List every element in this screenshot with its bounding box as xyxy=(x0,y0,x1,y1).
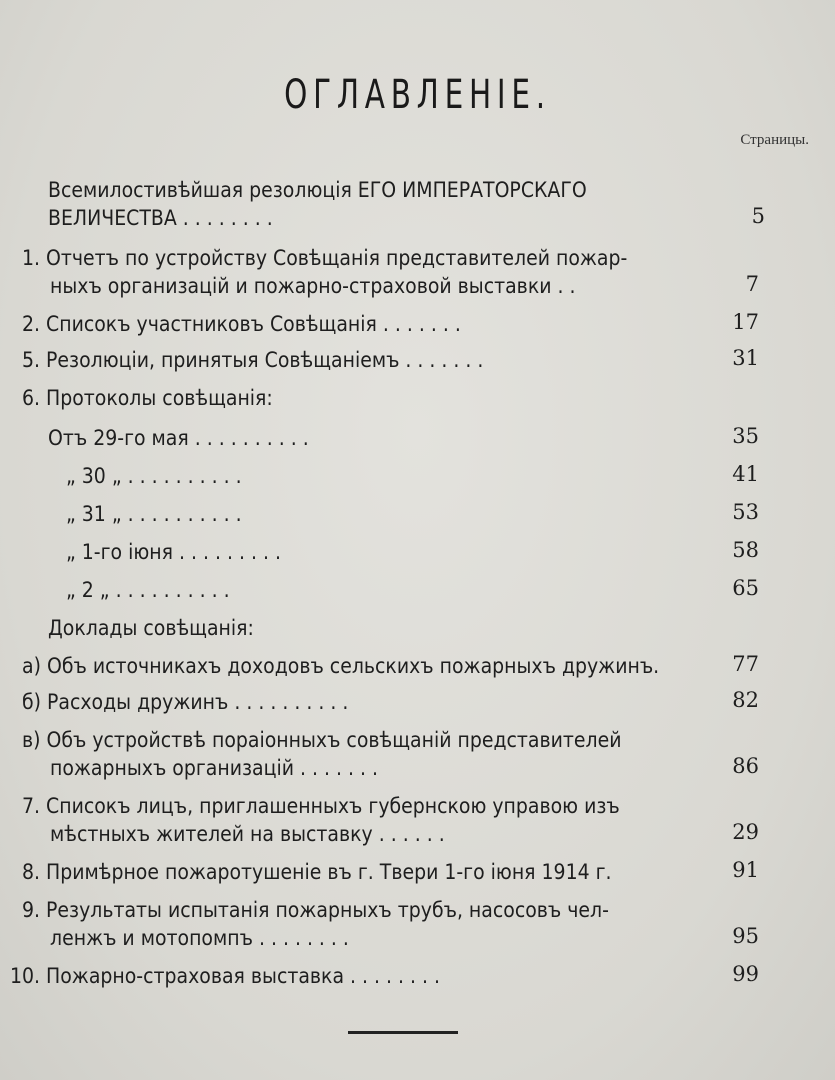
toc-page-number: 82 xyxy=(732,688,759,712)
page-title: ОГЛАВЛЕНІЕ. xyxy=(284,72,551,118)
toc-entry-text: 8. Примѣрное пожаротушеніе въ г. Твери 1-го іюня 1914 г. xyxy=(22,860,612,884)
toc-page-number: 58 xyxy=(732,538,759,562)
toc-entry-text: „ 1-го іюня . . . . . . . . . xyxy=(66,540,281,564)
toc-page-number: 99 xyxy=(732,962,759,986)
closing-rule xyxy=(348,1031,458,1034)
toc-entry-text-cont: пожарныхъ организацій . . . . . . . xyxy=(50,756,378,780)
toc-page-number: 35 xyxy=(732,424,759,448)
toc-entry-text: 7. Списокъ лицъ, приглашенныхъ губернскою управою изъ xyxy=(22,794,620,818)
toc-entry-text: „ 2 „ . . . . . . . . . . xyxy=(66,578,230,602)
toc-page-number: 29 xyxy=(732,820,759,844)
toc-entry-text: 9. Результаты испытанія пожарныхъ трубъ, насосовъ чел- xyxy=(22,898,609,922)
toc-page-number: 41 xyxy=(732,462,759,486)
toc-page-number: 5 xyxy=(751,204,765,228)
toc-page-number: 95 xyxy=(732,924,759,948)
toc-entry-text: б) Расходы дружинъ . . . . . . . . . . xyxy=(22,690,349,714)
toc-page-number: 77 xyxy=(732,652,759,676)
toc-entry-text: 10. Пожарно-страховая выставка . . . . . . . . xyxy=(10,964,441,988)
toc-entry-text: 5. Резолюціи, принятыя Совѣщаніемъ . . . . . . . xyxy=(22,348,484,372)
toc-page-number: 53 xyxy=(732,500,759,524)
toc-entry-text: Всемилостивѣйшая резолюція ЕГО ИМПЕРАТОРСКАГО xyxy=(48,178,587,202)
toc-page-number: 31 xyxy=(732,346,759,370)
pages-column-label: Страницы. xyxy=(740,132,809,148)
toc-entry-text: в) Объ устройствѣ пораіонныхъ совѣщаній представителей xyxy=(22,728,622,752)
toc-page-number: 86 xyxy=(732,754,759,778)
toc-entry-text-cont: мѣстныхъ жителей на выставку . . . . . . xyxy=(50,822,445,846)
toc-page-number: 17 xyxy=(732,310,759,334)
toc-entry-text-cont: ныхъ организацій и пожарно-страховой выставки . . xyxy=(50,274,576,298)
toc-entry-text: „ 31 „ . . . . . . . . . . xyxy=(66,502,242,526)
toc-entry-text: 2. Списокъ участниковъ Совѣщанія . . . . . . . xyxy=(22,312,461,336)
toc-entry-text: „ 30 „ . . . . . . . . . . xyxy=(66,464,242,488)
toc-page-number: 7 xyxy=(745,272,759,296)
toc-page-number: 65 xyxy=(732,576,759,600)
toc-page-number: 91 xyxy=(732,858,759,882)
toc-entry-text-cont: ленжъ и мотопомпъ . . . . . . . . xyxy=(50,926,349,950)
toc-entry-text: Отъ 29-го мая . . . . . . . . . . xyxy=(48,426,309,450)
toc-entry-text-cont: ВЕЛИЧЕСТВА . . . . . . . . xyxy=(48,206,273,230)
toc-entry-text: 1. Отчетъ по устройству Совѣщанія представителей пожар- xyxy=(22,246,628,270)
toc-section-heading: Доклады совѣщанія: xyxy=(48,616,254,640)
toc-section-heading: 6. Протоколы совѣщанія: xyxy=(22,386,273,410)
toc-entry-text: а) Объ источникахъ доходовъ сельскихъ пожарныхъ дружинъ. xyxy=(22,654,660,678)
